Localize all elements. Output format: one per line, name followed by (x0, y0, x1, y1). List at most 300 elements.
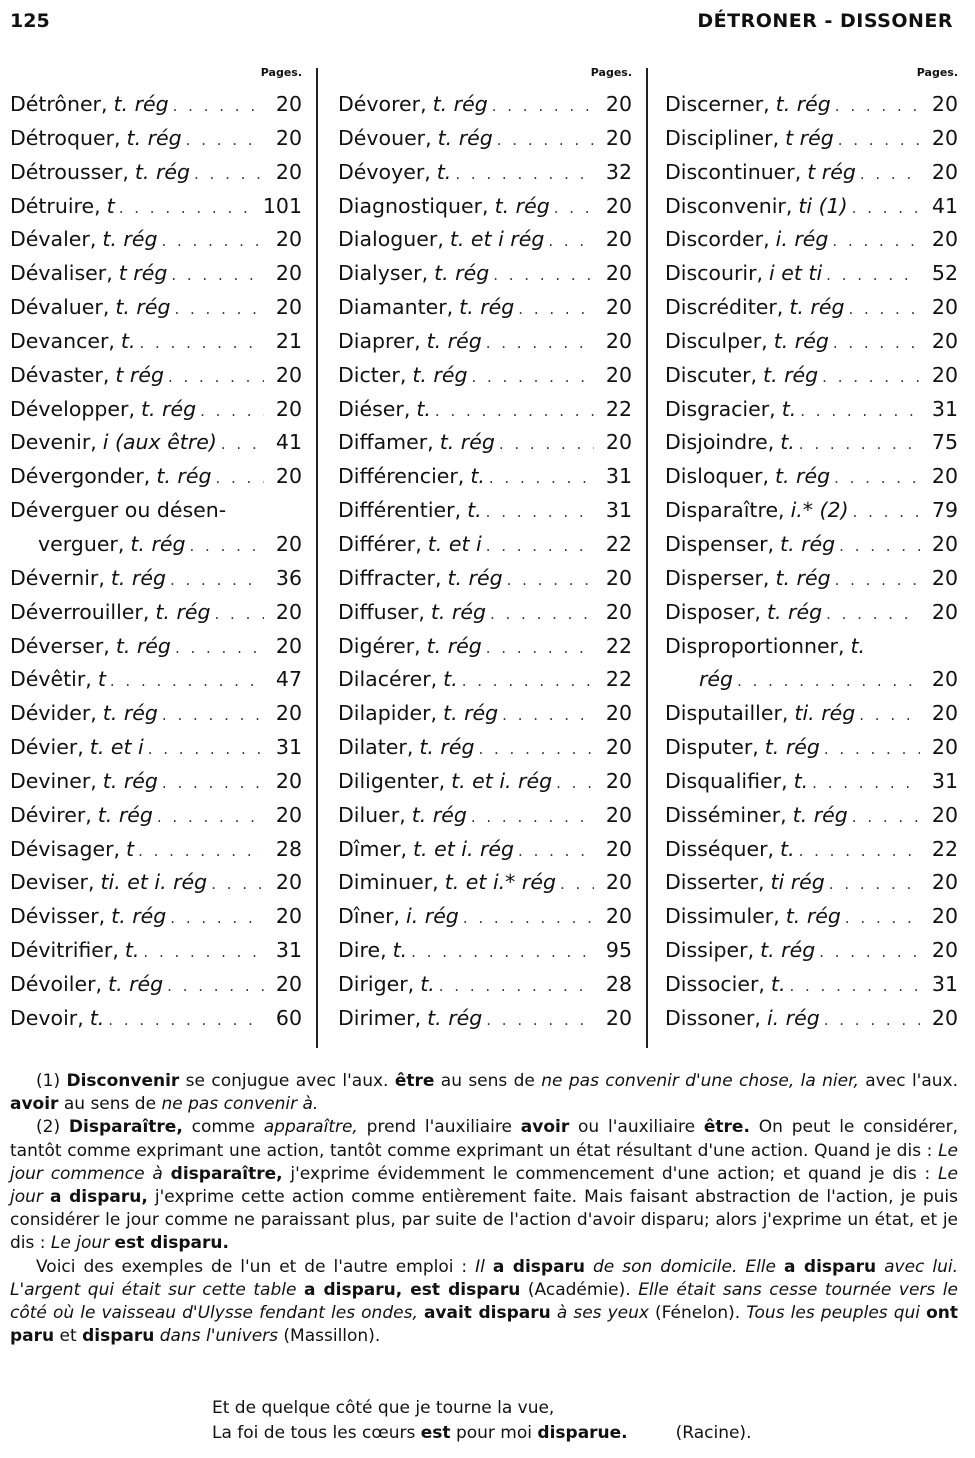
entry-page-number: 52 (931, 261, 958, 286)
dot-leader (853, 496, 920, 530)
column-divider (316, 68, 318, 1048)
entry-grammar: t. rég (443, 701, 499, 726)
dot-leader (439, 970, 594, 1004)
entry-page-number: 22 (931, 836, 958, 861)
entry-headword: Dilacérer, (338, 667, 438, 692)
dot-leader (221, 428, 264, 462)
entry-page-number: 20 (605, 599, 632, 624)
entry-grammar: t. et i. rég (451, 768, 553, 793)
quote-line-2: La foi de tous les cœurs est pour moi disparue. (Racine). (212, 1423, 752, 1443)
entry-page-number: 41 (931, 193, 958, 218)
dot-leader (215, 462, 264, 496)
entry-headword: Dissocier, (665, 971, 765, 996)
dictionary-entry (10, 325, 302, 359)
dot-leader (835, 564, 920, 598)
entry-headword: Disputailler, (665, 701, 789, 726)
dictionary-entry (665, 765, 958, 799)
entry-grammar: t. rég (115, 633, 171, 658)
entry-grammar: t. rég (459, 295, 515, 320)
pages-label: Pages. (260, 66, 302, 79)
dictionary-entry (665, 325, 958, 359)
entry-page-number: 20 (931, 701, 958, 726)
dictionary-entry (10, 122, 302, 156)
entry-page-number: 31 (931, 768, 958, 793)
dot-leader (186, 124, 264, 158)
dot-leader (554, 192, 594, 226)
dictionary-entry (665, 460, 958, 494)
entry-headword: Discerner, (665, 92, 770, 116)
entry-page-number: 20 (931, 227, 958, 252)
entry-grammar: t. rég (434, 261, 490, 286)
entry-headword: Dîner, (338, 904, 401, 929)
dot-leader (139, 327, 264, 361)
dictionary-entry (338, 900, 632, 934)
dot-leader (799, 428, 920, 462)
entry-headword: Diaprer, (338, 328, 421, 353)
dot-leader (175, 632, 264, 666)
dot-leader (486, 327, 594, 361)
entry-headword: Déverrouiller, (10, 599, 150, 624)
entry-grammar: t. (470, 464, 485, 489)
entry-page-number: 20 (275, 971, 302, 996)
entry-grammar: t. rég (494, 193, 550, 218)
entry-page-number: 20 (275, 464, 302, 489)
dot-leader (490, 598, 594, 632)
entry-headword: Détroquer, (10, 125, 121, 150)
entry-headword: Discourir, (665, 261, 764, 286)
dictionary-entry (338, 460, 632, 494)
dictionary-entry (10, 291, 302, 325)
entry-grammar: t. (436, 159, 452, 184)
entry-page-number: 20 (931, 599, 958, 624)
dot-leader (478, 733, 594, 767)
dot-leader (560, 868, 594, 902)
dictionary-entry (665, 528, 958, 562)
dictionary-entry (338, 393, 632, 427)
entry-headword: Disproportionner, (665, 633, 845, 658)
entry-headword: Dévoyer, (338, 159, 431, 184)
entry-grammar: t. rég (426, 633, 482, 658)
dot-leader (833, 327, 920, 361)
entry-grammar: t (97, 667, 106, 692)
dot-leader (471, 801, 594, 835)
entry-headword: Disséquer, (665, 836, 775, 861)
entry-headword: Dissimuler, (665, 904, 780, 929)
entry-page-number: 20 (275, 768, 302, 793)
entry-page-number: 31 (931, 396, 958, 421)
dictionary-entry (10, 731, 302, 765)
dictionary-entry (10, 833, 302, 867)
entry-grammar: t. (416, 396, 431, 421)
dot-leader (162, 767, 264, 801)
entry-headword: Diffuser, (338, 599, 425, 624)
entry-headword: verguer, (38, 531, 125, 556)
dot-leader (848, 293, 920, 327)
quote-author: (Racine). (675, 1423, 752, 1443)
dot-leader (211, 868, 264, 902)
entry-page-number: 22 (605, 396, 632, 421)
entry-grammar: t. rég (156, 464, 212, 489)
dot-leader (499, 428, 594, 462)
entry-grammar: t. rég (155, 599, 211, 624)
dictionary-entry (338, 934, 632, 968)
entry-page-number: 20 (275, 701, 302, 726)
entry-page-number: 20 (931, 904, 958, 929)
dot-leader (190, 530, 265, 564)
dot-leader (800, 395, 920, 429)
entry-column-2 (338, 62, 632, 1042)
entry-headword: Dire, (338, 938, 387, 963)
dot-leader (493, 259, 594, 293)
entry-headword: Dirimer, (338, 1005, 422, 1030)
dot-leader (138, 835, 264, 869)
entry-grammar: ti. rég (794, 701, 856, 726)
dot-leader (167, 970, 264, 1004)
entry-page-number: 21 (275, 328, 302, 353)
dictionary-entry (338, 833, 632, 867)
dictionary-entry (338, 697, 632, 731)
dictionary-entry (665, 866, 958, 900)
dot-leader (838, 124, 920, 158)
entry-grammar: t. rég (764, 735, 820, 760)
entry-grammar: t. rég (427, 1005, 483, 1030)
dictionary-entry (665, 190, 958, 224)
entry-headword: Différer, (338, 531, 422, 556)
entry-grammar: t. rég (130, 531, 186, 556)
dictionary-entry (10, 630, 302, 664)
entry-page-number: 32 (605, 159, 632, 184)
entry-grammar: ti (1) (798, 193, 848, 218)
entry-grammar: t rég (807, 159, 856, 184)
dictionary-entry (338, 866, 632, 900)
dot-leader (455, 158, 594, 192)
entry-page-number: 31 (605, 464, 632, 489)
entry-headword: Diligenter, (338, 768, 446, 793)
entry-grammar: t. (850, 633, 866, 658)
dictionary-entry (665, 88, 958, 122)
entry-headword: Disperser, (665, 565, 770, 590)
entry-page-number: 20 (275, 633, 302, 658)
dot-leader (845, 902, 920, 936)
entry-headword: Dissoner, (665, 1005, 761, 1030)
entry-grammar: t. (420, 971, 435, 996)
dictionary-entry (10, 460, 302, 494)
entry-grammar: t. rég (102, 227, 158, 252)
dictionary-entry (10, 562, 302, 596)
entry-grammar: t. (780, 430, 795, 455)
dot-leader (507, 564, 594, 598)
entry-headword: Détrousser, (10, 159, 129, 184)
entry-headword: Disputer, (665, 735, 759, 760)
dot-leader (826, 598, 920, 632)
entry-page-number: 20 (605, 227, 632, 252)
dictionary-entry (338, 325, 632, 359)
dot-leader (170, 902, 264, 936)
entry-grammar: i. rég (766, 1005, 820, 1030)
dot-leader (835, 90, 920, 124)
entry-page-number: 20 (605, 362, 632, 387)
entry-page-number: 20 (931, 531, 958, 556)
entry-page-number: 20 (931, 667, 958, 692)
entry-grammar: t. (770, 971, 786, 996)
entry-headword: Diagnostiquer, (338, 193, 489, 218)
dictionary-entry (338, 765, 632, 799)
entry-headword: Dévaster, (10, 362, 110, 387)
entry-grammar: t. rég (102, 701, 158, 726)
dot-leader (168, 361, 264, 395)
dictionary-entry (338, 1002, 632, 1036)
entry-page-number: 101 (262, 193, 302, 218)
dot-leader (518, 293, 594, 327)
dictionary-entry (665, 122, 958, 156)
entry-headword: Discréditer, (665, 295, 784, 320)
dictionary-entry (665, 731, 958, 765)
entry-page-number: 20 (605, 430, 632, 455)
entry-grammar: t. rég (447, 565, 503, 590)
dictionary-entry (338, 731, 632, 765)
entry-page-number: 47 (275, 667, 302, 692)
dictionary-entry (665, 596, 958, 630)
entry-grammar: i (aux être) (102, 430, 217, 455)
entry-page-number: 20 (605, 125, 632, 150)
entry-headword: Dilater, (338, 735, 414, 760)
entry-grammar: t. (392, 938, 408, 963)
entry-grammar: t rég (115, 362, 164, 387)
entry-grammar: t. et i (89, 735, 144, 760)
dictionary-entry (338, 630, 632, 664)
entry-page-number: 20 (605, 836, 632, 861)
entry-page-number: 31 (931, 971, 958, 996)
entry-headword: Devenir, (10, 430, 97, 455)
dot-leader (824, 733, 920, 767)
dot-leader (200, 395, 264, 429)
entry-headword: Diéser, (338, 396, 411, 421)
dot-leader (502, 699, 594, 733)
dot-leader (548, 225, 594, 259)
entry-page-number: 20 (275, 802, 302, 827)
dictionary-entry (10, 156, 302, 190)
dot-leader (148, 733, 264, 767)
dot-leader (556, 767, 594, 801)
entry-grammar: t. rég (430, 599, 486, 624)
dictionary-entry (10, 88, 302, 122)
entry-page-number: 28 (605, 971, 632, 996)
entry-page-number: 22 (605, 633, 632, 658)
entry-page-number: 20 (275, 227, 302, 252)
entry-grammar: i et ti (769, 261, 823, 286)
dictionary-entry (665, 799, 958, 833)
entry-grammar: t. (781, 396, 797, 421)
entry-headword: Dévider, (10, 701, 97, 726)
dot-leader (852, 192, 920, 226)
dot-leader (486, 632, 594, 666)
dot-leader (834, 462, 920, 496)
entry-grammar: t. rég (789, 295, 845, 320)
dot-leader (826, 259, 920, 293)
dot-leader (486, 1004, 594, 1038)
entry-headword: Dévisager, (10, 836, 121, 861)
entry-grammar: t. rég (775, 565, 831, 590)
dot-leader (819, 936, 920, 970)
entry-column-3 (665, 62, 958, 1042)
entry-grammar: t. rég (412, 362, 468, 387)
dictionary-entry (10, 190, 302, 224)
entry-headword: Dévernir, (10, 565, 105, 590)
dot-leader (174, 293, 264, 327)
entry-grammar: t. rég (126, 125, 182, 150)
entry-grammar: t. rég (419, 735, 475, 760)
entry-grammar: t. (467, 498, 482, 523)
dot-leader (789, 970, 920, 1004)
entry-page-number: 20 (605, 802, 632, 827)
dictionary-entry (338, 156, 632, 190)
dictionary-entry (10, 900, 302, 934)
dictionary-entry (338, 190, 632, 224)
entry-headword: Déverser, (10, 633, 110, 658)
dictionary-entry (338, 122, 632, 156)
entry-headword: Discuter, (665, 362, 758, 387)
entry-headword: Discorder, (665, 227, 770, 252)
entry-headword: Dévirer, (10, 802, 92, 827)
dictionary-entry (10, 359, 302, 393)
entry-headword: Disgracier, (665, 396, 776, 421)
entry-headword: Disserter, (665, 870, 765, 895)
dot-leader (462, 665, 594, 699)
entry-headword: Différencier, (338, 464, 465, 489)
entry-page-number: 20 (275, 396, 302, 421)
dictionary-entry (10, 866, 302, 900)
dictionary-entry (10, 799, 302, 833)
entry-grammar: ti rég (770, 870, 825, 895)
entry-grammar: t. rég (113, 92, 169, 116)
entry-page-number: 20 (931, 328, 958, 353)
entry-grammar: t. et i (427, 531, 482, 556)
entry-page-number: 20 (605, 768, 632, 793)
dictionary-entry (665, 934, 958, 968)
entry-headword: Dévitrifier, (10, 938, 119, 963)
entry-headword: Dévisser, (10, 904, 106, 929)
dictionary-entry (338, 596, 632, 630)
entry-grammar: t. (124, 938, 140, 963)
entry-page-number: 20 (275, 125, 302, 150)
dot-leader (829, 868, 920, 902)
entry-grammar: t. (120, 328, 136, 353)
dictionary-entry (665, 426, 958, 460)
dot-leader (411, 936, 594, 970)
entry-headword: Détrôner, (10, 92, 108, 116)
dot-leader (471, 361, 594, 395)
dot-leader (143, 936, 264, 970)
entry-headword: Dévouer, (338, 125, 432, 150)
entry-page-number: 20 (275, 362, 302, 387)
entry-headword: Devancer, (10, 328, 115, 353)
dictionary-entry (10, 528, 302, 562)
dot-leader (737, 665, 920, 699)
entry-grammar: t. et i.* rég (444, 870, 556, 895)
dot-leader (108, 1004, 264, 1038)
entry-grammar: t. rég (766, 599, 823, 624)
entry-headword: Dévorer, (338, 92, 427, 116)
quote-line-1: Et de quelque côté que je tourne la vue, (212, 1398, 555, 1418)
entry-grammar: t (126, 836, 135, 861)
entry-page-number: 75 (931, 430, 958, 455)
entry-headword: Disculper, (665, 328, 768, 353)
dictionary-entry (665, 359, 958, 393)
entry-grammar: t rég (785, 125, 834, 150)
entry-grammar: t. rég (432, 92, 488, 116)
entry-grammar: t. rég (102, 768, 158, 793)
page-header (10, 10, 953, 38)
entry-headword: Dispenser, (665, 531, 775, 556)
footnote-2: (2) Disparaître, comme apparaître, prend l'auxiliaire avoir ou l'auxiliaire être. On peut le considérer, tantôt comme exprimant une action, tantôt comme exprimant un état résultant d'une action. Quand je dis : Le jour commence à disparaître, j'exprime évidemment le commencement d'une action; et quand je dis : Le jour a disparu, j'exprime cette action comme entièrement faite. Mais faisant abstraction de l'action, je puis considérer le jour comme ne paraissant plus, par suite de l'action d'avoir disparu; alors j'exprime un état, et je dis : Le jour est disparu. (10, 1117, 959, 1254)
entry-headword: Détruire, (10, 193, 101, 218)
entry-grammar: t. rég (411, 802, 467, 827)
entry-column-1 (10, 62, 302, 1042)
entry-headword: Discontinuer, (665, 159, 802, 184)
entry-headword: Dissiper, (665, 938, 755, 963)
dictionary-entry (665, 663, 958, 697)
entry-page-number: 41 (275, 430, 302, 455)
dictionary-entry (338, 88, 632, 122)
entry-page-number: 20 (275, 159, 302, 184)
entry-grammar: t. rég (763, 362, 819, 387)
entry-headword: Disparaître, (665, 498, 785, 523)
dot-leader (489, 462, 594, 496)
entry-grammar: ti. et i. rég (100, 870, 208, 895)
entry-page-number: 22 (605, 531, 632, 556)
dictionary-entry (10, 596, 302, 630)
entry-page-number: 20 (931, 565, 958, 590)
entry-page-number: 20 (605, 92, 632, 116)
entry-grammar: t (106, 193, 115, 218)
dictionary-entry (338, 426, 632, 460)
entry-page-number: 31 (275, 735, 302, 760)
dictionary-entry (665, 223, 958, 257)
entry-headword: Diminuer, (338, 870, 439, 895)
dot-leader (860, 158, 920, 192)
entry-grammar: t. rég (780, 531, 836, 556)
entry-page-number: 20 (275, 870, 302, 895)
entry-page-number: 20 (605, 193, 632, 218)
dictionary-entry (10, 663, 302, 697)
entry-headword: Diluer, (338, 802, 406, 827)
entry-grammar: t. rég (97, 802, 153, 827)
entry-page-number: 31 (605, 498, 632, 523)
entry-grammar: t. (443, 667, 458, 692)
dictionary-entry (10, 697, 302, 731)
entry-grammar: t. (780, 836, 795, 861)
entry-grammar: t. (89, 1005, 105, 1030)
entry-grammar: t. rég (760, 938, 816, 963)
entry-headword: Deviner, (10, 768, 97, 793)
entry-page-number: 22 (605, 667, 632, 692)
dictionary-entry (10, 1002, 302, 1036)
dot-leader (812, 767, 920, 801)
dictionary-entry (665, 900, 958, 934)
dictionary-entry (338, 359, 632, 393)
entry-grammar: rég (699, 667, 734, 692)
entry-headword: Dilapider, (338, 701, 438, 726)
page-range-title: DÉTRONER - DISSONER (697, 10, 953, 32)
dictionary-entry (665, 257, 958, 291)
entry-grammar: t. rég (774, 464, 831, 489)
dictionary-entry (338, 799, 632, 833)
entry-headword: Dialoguer, (338, 227, 444, 252)
column-divider (646, 68, 648, 1048)
entry-page-number: 79 (931, 498, 958, 523)
footnotes (10, 1070, 958, 1348)
entry-page-number: 20 (931, 362, 958, 387)
